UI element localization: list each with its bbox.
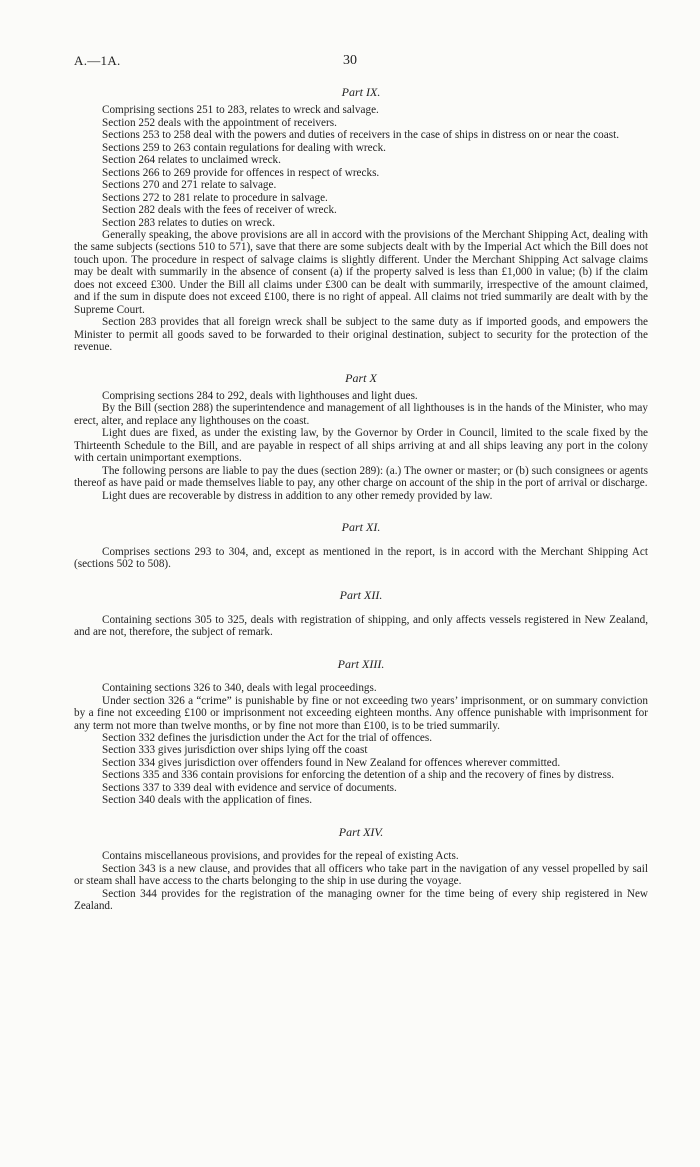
paragraph: Comprises sections 293 to 304, and, except as mentioned in the report, is in accord with the Merchant Shipping Act (sections 502 to 508). [74,545,648,570]
paragraph: Section 343 is a new clause, and provides that all officers who take part in the navigation of any vessel propelled by sail or steam shall have access to the charts belonging to the ship in use during the voyage. [74,862,648,888]
paragraph: Comprising sections 251 to 283, relates to wreck and salvage. [102,104,379,117]
paragraph: Under section 326 a “crime” is punishable by fine or not exceeding two years’ imprisonment, or on summary conviction by a fine not exceeding £100 or imprisonment not exceeding eighteen months. Any offence punishable with imprisonment for any term not more than twelve months, or by fine not more than £100, is to be tried summarily. [74,694,648,732]
part-title: Part XII. [339,588,383,603]
part-ix-section [74,86,648,354]
page-number: 30 [343,53,357,68]
paragraph: Sections 270 and 271 relate to salvage. [102,179,277,192]
paragraph: Section 283 provides that all foreign wreck shall be subject to the same duty as if imported goods, and empowers the Minister to permit all goods saved to be forwarded to their original destination, subject to security for the protection of the revenue. [74,316,648,354]
paragraph: Section 282 deals with the fees of receiver of wreck. [102,204,337,217]
part-xiii-section [74,658,648,807]
paragraph: Section 344 provides for the registration of the managing owner for the time being of every ship registered in New Zealand. [74,887,648,913]
part-x-section [74,372,648,503]
paragraph: Section 332 defines the jurisdiction under the Act for the trial of offences. [102,732,433,745]
part-xiv-section [74,826,648,913]
paragraph: Sections 337 to 339 deal with evidence and service of documents. [102,781,397,794]
paragraph: Sections 253 to 258 deal with the powers and duties of receivers in the case of ships in distress on or near the coast. [102,129,619,142]
page-header [0,55,700,75]
paragraph: Section 334 gives jurisdiction over offenders found in New Zealand for offences wherever committed. [102,756,561,769]
paragraph: Comprising sections 284 to 292, deals with lighthouses and light dues. [102,389,418,402]
paragraph: Containing sections 305 to 325, deals with registration of shipping, and only affects vessels registered in New Zealand, and are not, therefore, the subject of remark. [74,613,648,639]
paragraph: Section 333 gives jurisdiction over ships lying off the coast [102,744,368,757]
part-xi-section [74,521,648,570]
paragraph: Contains miscellaneous provisions, and provides for the repeal of existing Acts. [102,850,459,863]
paragraph: Sections 259 to 263 contain regulations for dealing with wreck. [102,141,386,154]
paragraph: Section 340 deals with the application of fines. [102,794,313,807]
paragraph: Containing sections 326 to 340, deals with legal proceedings. [102,682,377,695]
paragraph: Generally speaking, the above provisions are all in accord with the provisions of the Merchant Shipping Act, dealing with the same subjects (sections 510 to 571), save that there are some subjects dealt with by the Imperial Act which the Bill does not touch upon. The procedure in respect of salvage claims is slightly different. Under the Merchant Shipping Act salvage claims may be dealt with summarily in the absence of consent (a) if the property salved is less than £1,000 in value; (b) if the claim does not exceed £300. Under the Bill all claims under £300 can be dealt with summarily, irrespective of the amount claimed, and if the sum in dispute does not exceed £100, there is no right of appeal. All claims not tried summarily are dealt with by the Supreme Court. [74,228,648,316]
paragraph: Section 264 relates to unclaimed wreck. [102,154,281,167]
page-body [74,86,648,912]
paragraph: Light dues are fixed, as under the existing law, by the Governor by Order in Council, limited to the scale fixed by the Thirteenth Schedule to the Bill, and are payable in respect of all ships arriving at and all ships leaving any port in the colony with certain unimportant exemptions. [74,427,648,465]
paragraph: Section 283 relates to duties on wreck. [102,216,276,229]
part-title: Part XI. [341,520,381,535]
part-title: Part X [345,370,377,385]
part-title: Part XIV. [338,824,384,839]
paragraph: Sections 335 and 336 contain provisions for enforcing the detention of a ship and the recovery of fines by distress. [102,769,615,782]
part-title: Part IX. [341,85,381,99]
part-title: Part XIII. [337,656,385,671]
part-xii-section [74,589,648,638]
paragraph: Sections 272 to 281 relate to procedure in salvage. [102,191,328,204]
paragraph: Sections 266 to 269 provide for offences in respect of wrecks. [102,166,380,179]
paragraph: Light dues are recoverable by distress in addition to any other remedy provided by law. [102,489,493,502]
document-reference: A.—1A. [74,53,121,68]
paragraph: The following persons are liable to pay the dues (section 289): (a.) The owner or master; or (b) such consignees or agents thereof as have paid or made themselves liable to pay, any other charge on account of the ship in the port of arrival or discharge. [74,464,648,490]
paragraph: Section 252 deals with the appointment of receivers. [102,116,337,129]
paragraph: By the Bill (section 288) the superintendence and management of all lighthouses is in the hands of the Minister, who may erect, alter, and replace any lighthouses on the coast. [74,402,648,427]
